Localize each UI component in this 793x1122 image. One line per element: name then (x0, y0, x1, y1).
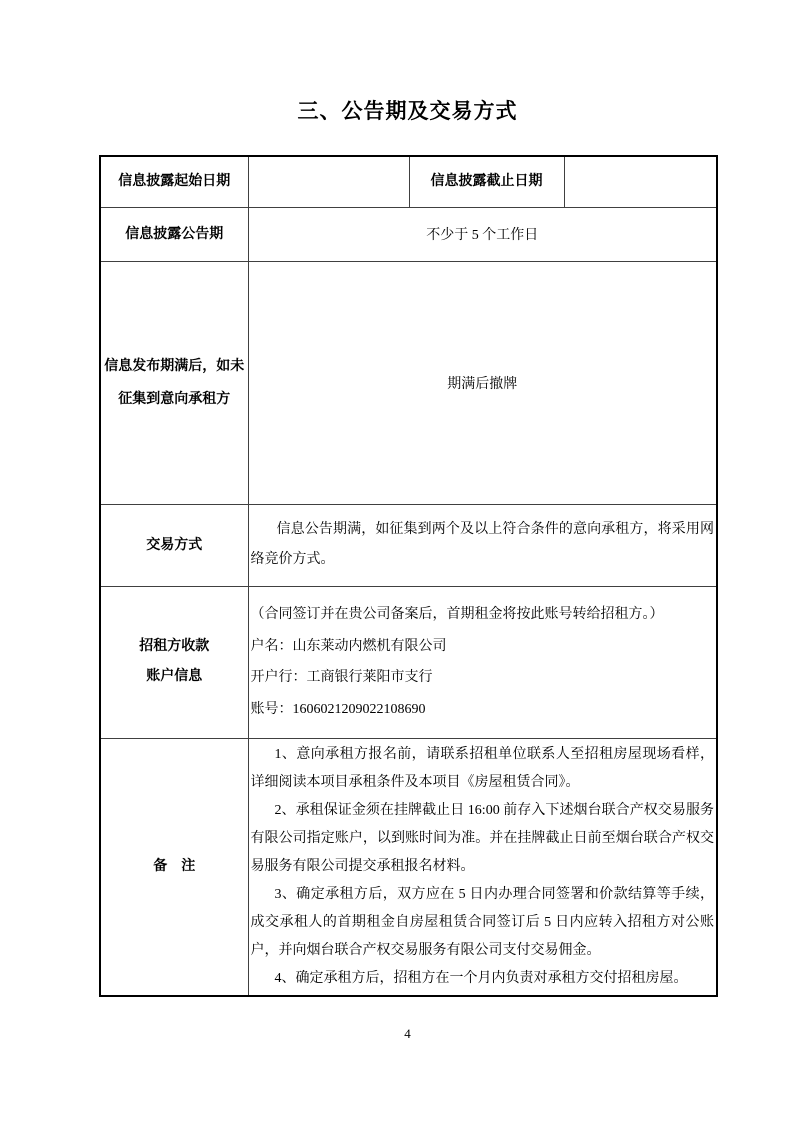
remarks-label: 备 注 (100, 738, 248, 996)
announcement-period-value: 不少于 5 个工作日 (248, 207, 717, 261)
table-row-disclosure-dates (100, 156, 717, 207)
remark-item-4: 4、确定承租方后，招租方在一个月内负责对承租方交付招租房屋。 (274, 970, 688, 986)
remarks-value (248, 738, 717, 996)
disclosure-end-date-label: 信息披露截止日期 (409, 156, 564, 207)
page-title: 三、公告期及交易方式 (297, 99, 518, 123)
table-row-remarks (100, 738, 717, 996)
remark-item-2: 2、承租保证金须在挂牌截止日 16:00 前存入下述烟台联合产权交易服务有限公司指定账户，以到账时间为准。并在挂牌截止日前至烟台联合产权交易服务有限公司提交承租报名材料。 (250, 802, 714, 874)
page-number: 4 (404, 1026, 411, 1041)
expiry-action-value: 期满后撤牌 (248, 261, 717, 504)
table-row-expiry-action (100, 261, 717, 504)
transaction-method-paragraph: 信息公告期满，如征集到两个及以上符合条件的意向承租方，将采用网络竞价方式。 (250, 522, 714, 567)
account-info-value (248, 586, 717, 738)
transaction-method-label: 交易方式 (100, 504, 248, 586)
transaction-method-value (248, 504, 717, 586)
table-row-announcement-period (100, 207, 717, 261)
disclosure-end-date-value (564, 156, 717, 207)
table-row-transaction-method (100, 504, 717, 586)
account-info-label (100, 586, 248, 738)
announcement-period-label: 信息披露公告期 (100, 207, 248, 261)
table-row-account-info (100, 586, 717, 738)
announcement-table (99, 155, 718, 997)
remark-item-3: 3、确定承租方后，双方应在 5 日内办理合同签署和价款结算等手续，成交承租人的首期租金自房屋租赁合同签订后 5 日内应转入招租方对公账户，并向烟台联合产权交易服务有限公司支付交易佣金。 (250, 886, 714, 958)
account-note: （合同签订并在贵公司备案后，首期租金将按此账号转给招租方。） (250, 607, 664, 622)
remark-item-1: 1、意向承租方报名前，请联系招租单位联系人至招租房屋现场看样，详细阅读本项目承租条件及本项目《房屋租赁合同》。 (250, 746, 714, 790)
disclosure-start-date-value (248, 156, 409, 207)
account-info-label-line1: 招租方收款 (139, 639, 210, 654)
account-holder-name: 户名：山东莱动内燃机有限公司 (250, 638, 447, 654)
account-bank: 开户行：工商银行莱阳市支行 (250, 670, 433, 685)
disclosure-start-date-label: 信息披露起始日期 (100, 156, 248, 207)
account-info-label-line2: 账户信息 (146, 669, 203, 684)
expiry-action-label: 信息发布期满后，如未征集到意向承租方 (100, 261, 248, 504)
account-number: 账号：1606021209022108690 (250, 701, 426, 717)
